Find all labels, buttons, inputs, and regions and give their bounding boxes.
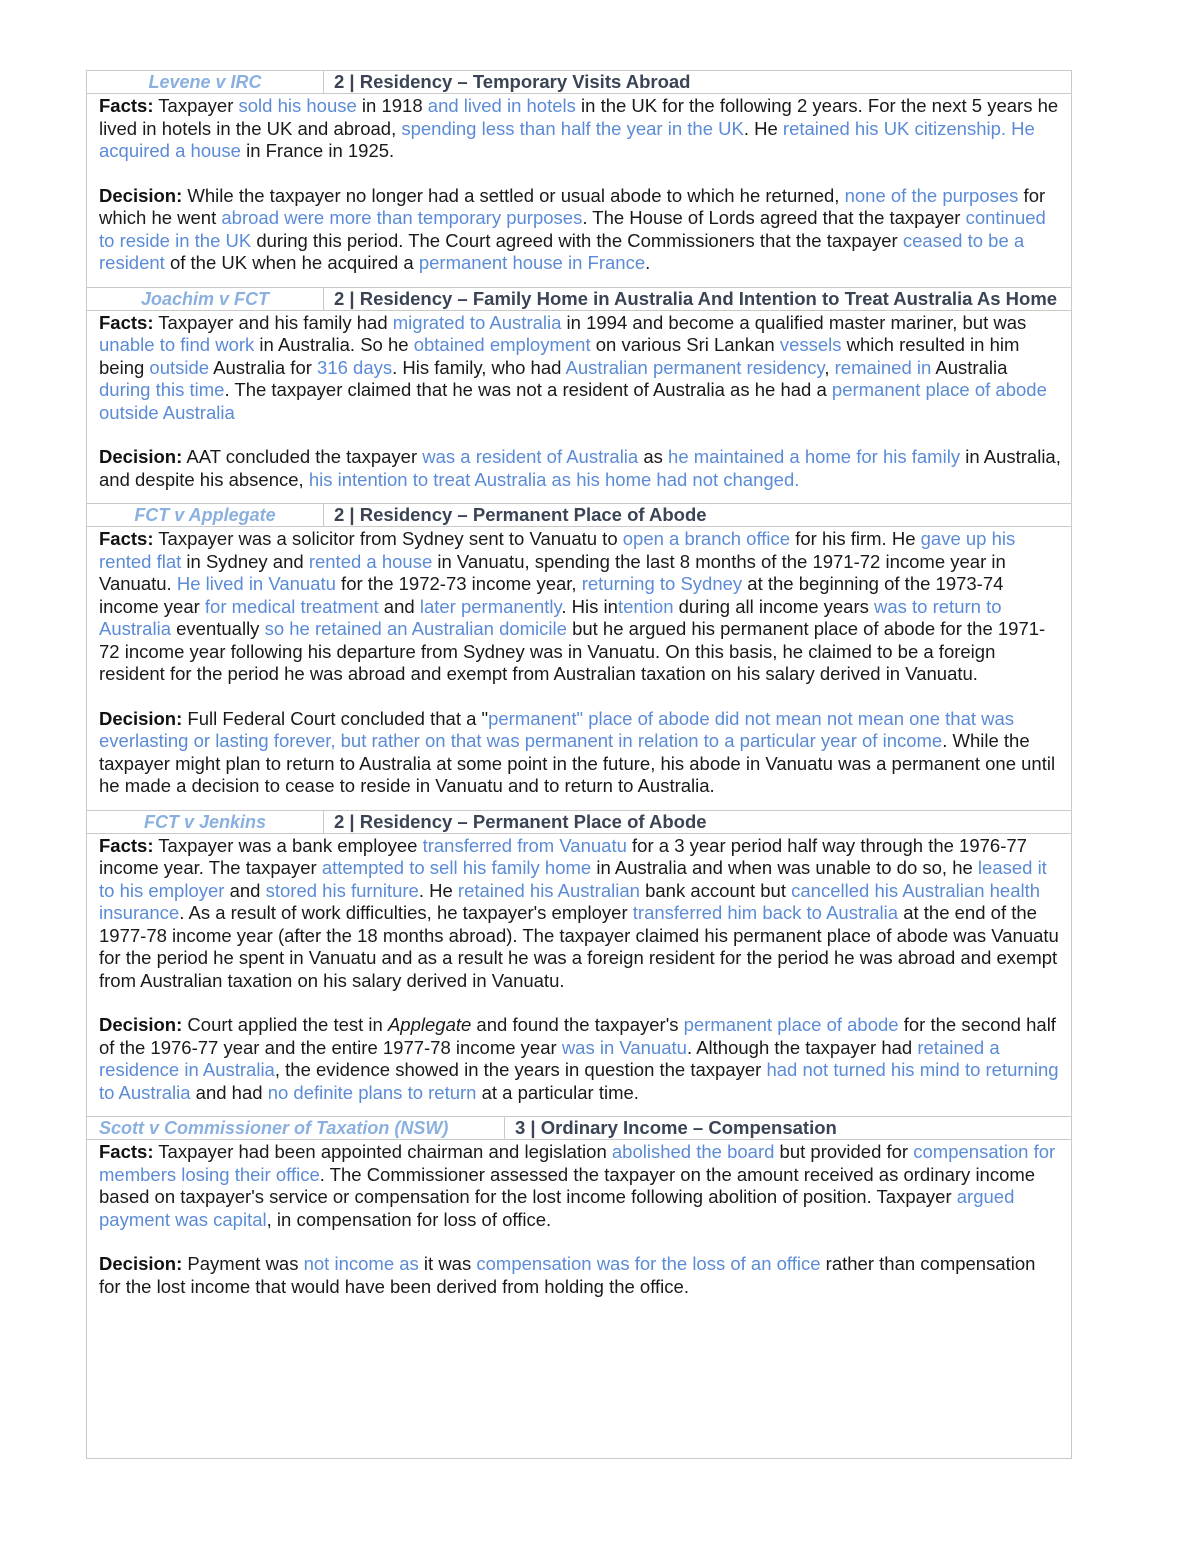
highlighted-text: was a resident of Australia xyxy=(422,446,639,467)
text-run: . The Commissioner assessed the taxpayer on the amount received as ordinary income based on taxpayer's service or compensation for the lost income following abolition of position. Taxpayer xyxy=(99,1163,1036,1207)
text-run: for the 1972-73 income year, xyxy=(335,573,582,594)
text-run: in Australia, and despite his absence, xyxy=(99,446,1061,490)
case-header xyxy=(87,288,1071,311)
text-run: at the end of the 1977-78 income year (after the 18 months abroad). The taxpayer claimed his permanent place of abode was Vanuatu for the period he spent in Vanuatu and as a result he was a foreign resident for the period he was abroad and exempt from Australian taxation on his salary derived in Vanuatu. xyxy=(99,902,1059,991)
highlighted-text: spending less than half the year in the UK xyxy=(401,117,744,139)
facts-paragraph xyxy=(99,95,1061,163)
facts-paragraph xyxy=(99,312,1061,425)
paragraph-label: Decision: xyxy=(99,707,183,729)
case-header xyxy=(87,1117,1071,1140)
highlighted-text: 316 days xyxy=(317,356,393,378)
highlighted-text: open a branch office xyxy=(622,528,791,549)
text-run: . Although the taxpayer had xyxy=(686,1036,918,1058)
text-run: at a particular time. xyxy=(476,1081,639,1103)
highlighted-text: his intention to treat Australia as his home had not changed. xyxy=(308,468,800,490)
text-run: Taxpayer xyxy=(153,95,239,116)
text-run: and xyxy=(378,595,420,617)
text-run: in 1918 xyxy=(356,95,428,116)
text-run: during all income years xyxy=(673,595,874,617)
facts-paragraph xyxy=(99,528,1061,686)
highlighted-text: ceased to be a resident xyxy=(99,229,1025,273)
case-header xyxy=(87,811,1071,834)
text-run: . xyxy=(645,252,651,273)
highlighted-text: outside xyxy=(149,356,210,378)
case-body xyxy=(87,834,1071,1117)
text-run: AAT concluded the taxpayer xyxy=(182,446,423,467)
text-run: . As a result of work difficulties, he taxpayer's employer xyxy=(179,902,633,923)
case-topic: 2 | Residency – Permanent Place of Abode xyxy=(334,810,707,832)
case-name: FCT v Jenkins xyxy=(87,811,324,833)
case-topic: 2 | Residency – Family Home in Australia And Intention to Treat Australia As Home xyxy=(334,287,1058,309)
highlighted-text: returning to Sydney xyxy=(581,573,743,594)
highlighted-text: he maintained a home for his family xyxy=(668,446,961,467)
highlighted-text: abroad were more than temporary purposes xyxy=(221,207,583,228)
text-run: , in compensation for loss of office. xyxy=(266,1208,552,1230)
case-topic: 3 | Ordinary Income – Compensation xyxy=(515,1117,837,1138)
case-header xyxy=(87,71,1071,94)
text-run: for a 3 year period half way through the 1976-77 income year. The taxpayer xyxy=(99,834,1027,878)
text-run: Applegate xyxy=(387,1014,472,1035)
highlighted-text: transferred him back to Australia xyxy=(632,902,899,923)
text-run: and found the taxpayer's xyxy=(471,1014,684,1035)
case-notes-table xyxy=(86,70,1072,1459)
paragraph-label: Facts: xyxy=(99,311,154,333)
text-run: for which he went xyxy=(99,184,1046,228)
text-run: rather than compensation for the lost income that would have been derived from holding the office. xyxy=(99,1253,1036,1297)
text-run: Taxpayer was a bank employee xyxy=(153,834,423,856)
text-run: in Vanuatu, spending the last 8 months of the 1971-72 income year in Vanuatu. xyxy=(99,550,1006,594)
case-block-jenkins xyxy=(87,811,1071,1118)
highlighted-text: during this time xyxy=(99,379,225,400)
case-name: Levene v IRC xyxy=(87,71,324,93)
text-run: on various Sri Lankan xyxy=(590,334,780,355)
text-run: which resulted in him being xyxy=(99,334,1020,378)
decision-paragraph xyxy=(99,708,1061,798)
text-run: While the taxpayer no longer had a settled or usual abode to which he returned, xyxy=(182,184,845,206)
highlighted-text: sold his house xyxy=(238,95,357,116)
case-body xyxy=(87,1140,1071,1310)
highlighted-text: leased it to his employer xyxy=(99,857,1047,901)
text-run: in Australia and when was unable to do so, he xyxy=(591,857,978,878)
highlighted-text: vessels xyxy=(779,334,842,355)
text-run: , the evidence showed in the years in question the taxpayer xyxy=(274,1059,767,1080)
highlighted-text: permanent" place of abode did not mean not mean one that was everlasting or lasting forever, but rather on that was permanent in relation to a particular year of income xyxy=(99,707,1015,751)
case-body xyxy=(87,311,1071,504)
paragraph-label: Decision: xyxy=(99,446,183,467)
highlighted-text: none of the purposes xyxy=(844,184,1019,206)
highlighted-text: abolished the board xyxy=(611,1141,775,1162)
highlighted-text: transferred from Vanuatu xyxy=(422,834,627,856)
text-run: of the UK when he acquired a xyxy=(164,252,419,273)
text-run: Taxpayer was a solicitor from Sydney sent to Vanuatu to xyxy=(153,528,623,549)
highlighted-text: permanent place of abode outside Australia xyxy=(99,379,1047,423)
paragraph-label: Facts: xyxy=(99,834,154,856)
text-run: at the beginning of the 1973-74 income year xyxy=(99,573,1004,617)
text-run: but provided for xyxy=(774,1141,914,1162)
paragraph-label: Facts: xyxy=(99,95,154,116)
highlighted-text: stored his furniture xyxy=(265,879,419,901)
text-run: in Australia. So he xyxy=(254,334,414,355)
decision-paragraph xyxy=(99,1253,1061,1298)
highlighted-text: argued payment was capital xyxy=(99,1186,1015,1230)
highlighted-text: for medical treatment xyxy=(204,595,379,617)
text-run: Taxpayer had been appointed chairman and legislation xyxy=(153,1141,612,1162)
highlighted-text: compensation was for the loss of an office xyxy=(476,1253,821,1274)
text-run: . He xyxy=(418,879,458,901)
case-block-scott xyxy=(87,1117,1071,1310)
highlighted-text: no definite plans to return xyxy=(267,1081,477,1103)
text-run: Court applied the test in xyxy=(182,1014,388,1035)
case-name: Joachim v FCT xyxy=(87,288,324,310)
case-block-applegate xyxy=(87,504,1071,811)
case-name: Scott v Commissioner of Taxation (NSW) xyxy=(87,1117,505,1139)
decision-paragraph xyxy=(99,1014,1061,1104)
text-run: for his firm. He xyxy=(790,528,921,549)
text-run: and had xyxy=(190,1081,268,1103)
highlighted-text: remained in xyxy=(834,356,932,378)
highlighted-text: continued to reside in the UK xyxy=(99,207,1046,251)
highlighted-text: not income as xyxy=(303,1253,419,1274)
highlighted-text: cancelled his Australian health insurance xyxy=(99,879,1041,923)
highlighted-text: so he retained an Australian domicile xyxy=(264,618,567,639)
text-run: bank account but xyxy=(639,879,792,901)
case-topic: 2 | Residency – Temporary Visits Abroad xyxy=(334,71,691,92)
highlighted-text: had not turned his mind to returning to Australia xyxy=(99,1059,1059,1103)
decision-paragraph xyxy=(99,446,1061,491)
highlighted-text: Australian permanent residency xyxy=(565,356,825,378)
highlighted-text: later permanently xyxy=(419,595,562,617)
case-body xyxy=(87,527,1071,810)
highlighted-text: unable to find work xyxy=(99,334,255,355)
text-run: Australia for xyxy=(209,356,318,378)
text-run: during this period. The Court agreed with the Commissioners that the taxpayer xyxy=(251,229,903,251)
highlighted-text: was in Vanuatu xyxy=(561,1036,687,1058)
highlighted-text: rented a house xyxy=(308,550,433,572)
paragraph-label: Decision: xyxy=(99,1014,183,1035)
highlighted-text: He lived in Vanuatu xyxy=(176,573,336,594)
text-run: it was xyxy=(418,1253,477,1274)
text-run: , xyxy=(824,356,835,378)
case-name: FCT v Applegate xyxy=(87,504,324,526)
paragraph-label: Facts: xyxy=(99,528,154,549)
paragraph-label: Decision: xyxy=(99,1253,183,1274)
highlighted-text: was to return to Australia xyxy=(99,595,1002,639)
text-run: . The taxpayer claimed that he was not a resident of Australia as he had a xyxy=(224,379,832,400)
text-run: . His in xyxy=(561,595,618,617)
text-run: Payment was xyxy=(182,1253,304,1274)
text-run: in the UK for the following 2 years. For the next 5 years he lived in hotels in the UK and abroad, xyxy=(99,95,1059,139)
text-run: Australia xyxy=(931,356,1008,378)
facts-paragraph xyxy=(99,1141,1061,1231)
highlighted-text: gave up his rented flat xyxy=(99,528,1016,572)
highlighted-text: permanent house in France xyxy=(418,252,646,273)
text-run: and xyxy=(224,879,266,901)
text-run: in 1994 and become a qualified master mariner, but was xyxy=(561,311,1027,333)
highlighted-text: compensation for members losing their office xyxy=(99,1141,1056,1185)
text-run: as xyxy=(638,446,669,467)
case-block-joachim xyxy=(87,288,1071,505)
text-run: in France in 1925. xyxy=(240,140,395,161)
highlighted-text: obtained employment xyxy=(413,334,591,355)
text-run: eventually xyxy=(170,618,265,639)
highlighted-text: retained his Australian xyxy=(457,879,640,901)
highlighted-text: migrated to Australia xyxy=(392,311,562,333)
highlighted-text: tention xyxy=(617,595,674,617)
text-run: for the second half of the 1976-77 year and the entire 1977-78 income year xyxy=(99,1014,1056,1058)
text-run: . The House of Lords agreed that the taxpayer xyxy=(582,207,966,228)
highlighted-text: retained a residence in Australia xyxy=(99,1036,1000,1080)
text-run: Full Federal Court concluded that a " xyxy=(182,707,489,729)
highlighted-text: permanent place of abode xyxy=(683,1014,899,1035)
paragraph-label: Facts: xyxy=(99,1141,154,1162)
text-run: in Sydney and xyxy=(181,550,309,572)
text-run: . While the taxpayer might plan to return to Australia at some point in the future, his abode in Vanuatu was a permanent one until he made a decision to cease to reside in Vanuatu and to return to Australia. xyxy=(99,730,1056,796)
case-header xyxy=(87,504,1071,527)
text-run: Taxpayer and his family had xyxy=(153,311,393,333)
highlighted-text: attempted to sell his family home xyxy=(321,857,592,878)
facts-paragraph xyxy=(99,835,1061,993)
case-topic: 2 | Residency – Permanent Place of Abode xyxy=(334,504,707,525)
case-body xyxy=(87,94,1071,287)
highlighted-text: and lived in hotels xyxy=(427,95,576,116)
decision-paragraph xyxy=(99,185,1061,275)
text-run: . He xyxy=(743,117,783,139)
highlighted-text: retained his UK citizenship. He acquired a house xyxy=(99,117,1035,161)
case-block-levene xyxy=(87,71,1071,288)
text-run: but he argued his permanent place of abode for the 1971-72 income year following his departure from Sydney was in Vanuatu. On this basis, he claimed to be a foreign resident for the period he was abroad and exempt from Australian taxation on his salary derived in Vanuatu. xyxy=(99,618,1046,684)
text-run: . His family, who had xyxy=(392,356,566,378)
paragraph-label: Decision: xyxy=(99,184,183,206)
